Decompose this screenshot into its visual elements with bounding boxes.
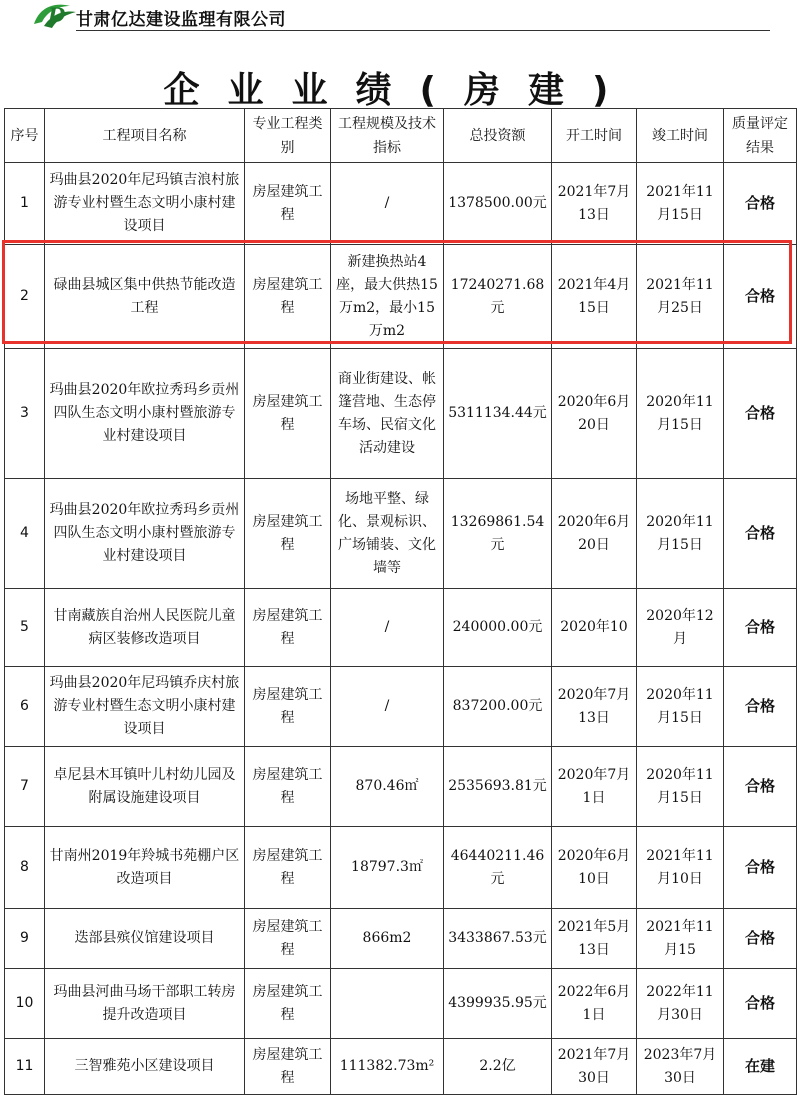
cell-no: 10 [5, 969, 45, 1039]
cell-amount: 240000.00元 [444, 589, 552, 667]
cell-result: 合格 [724, 667, 797, 747]
cell-amount: 837200.00元 [444, 667, 552, 747]
cell-end: 2021年11月15 [637, 909, 724, 969]
cell-project-name: 卓尼县木耳镇叶儿村幼儿园及附属设施建设项目 [45, 747, 245, 827]
cell-scale: / [331, 589, 444, 667]
cell-scale: 场地平整、绿化、景观标识、广场铺装、文化墙等 [331, 479, 444, 589]
cell-start: 2021年7月30日 [552, 1039, 637, 1095]
cell-end: 2020年11月15日 [637, 349, 724, 479]
header-scale: 工程规模及技术指标 [331, 109, 444, 163]
cell-category: 房屋建筑工程 [245, 969, 331, 1039]
table-row [5, 747, 797, 827]
cell-amount: 13269861.54元 [444, 479, 552, 589]
cell-no: 8 [5, 827, 45, 909]
cell-result: 在建 [724, 1039, 797, 1095]
cell-scale: 商业街建设、帐篷营地、生态停车场、民宿文化活动建设 [331, 349, 444, 479]
cell-project-name: 碌曲县城区集中供热节能改造工程 [45, 245, 245, 349]
cell-scale: / [331, 667, 444, 747]
table-row [5, 1039, 797, 1095]
cell-end: 2021年11月15日 [637, 163, 724, 245]
cell-no: 9 [5, 909, 45, 969]
cell-start: 2020年6月20日 [552, 349, 637, 479]
header-project-name: 工程项目名称 [45, 109, 245, 163]
table-row [5, 245, 797, 349]
cell-result: 合格 [724, 163, 797, 245]
cell-project-name: 甘南藏族自治州人民医院儿童病区装修改造项目 [45, 589, 245, 667]
cell-category: 房屋建筑工程 [245, 349, 331, 479]
cell-category: 房屋建筑工程 [245, 589, 331, 667]
cell-end: 2022年11月30日 [637, 969, 724, 1039]
cell-project-name: 迭部县殡仪馆建设项目 [45, 909, 245, 969]
cell-category: 房屋建筑工程 [245, 1039, 331, 1095]
cell-category: 房屋建筑工程 [245, 909, 331, 969]
cell-start: 2020年7月13日 [552, 667, 637, 747]
cell-end: 2020年12月 [637, 589, 724, 667]
table-row [5, 163, 797, 245]
company-name: 甘肃亿达建设监理有限公司 [76, 10, 286, 30]
cell-start: 2021年7月13日 [552, 163, 637, 245]
cell-no: 7 [5, 747, 45, 827]
cell-start: 2020年10 [552, 589, 637, 667]
cell-amount: 2535693.81元 [444, 747, 552, 827]
table-row [5, 479, 797, 589]
cell-result: 合格 [724, 969, 797, 1039]
cell-result: 合格 [724, 909, 797, 969]
cell-no: 5 [5, 589, 45, 667]
cell-scale: 18797.3㎡ [331, 827, 444, 909]
cell-category: 房屋建筑工程 [245, 667, 331, 747]
header-end: 竣工时间 [637, 109, 724, 163]
cell-scale: 新建换热站4座，最大供热15万m2，最小15万m2 [331, 245, 444, 349]
page-title: 企业业绩(房建) [163, 70, 637, 111]
cell-category: 房屋建筑工程 [245, 479, 331, 589]
cell-start: 2022年6月1日 [552, 969, 637, 1039]
cell-result: 合格 [724, 827, 797, 909]
cell-result: 合格 [724, 589, 797, 667]
header-result: 质量评定结果 [724, 109, 797, 163]
cell-end: 2023年7月30日 [637, 1039, 724, 1095]
header-no: 序号 [5, 109, 45, 163]
cell-scale: 866m2 [331, 909, 444, 969]
cell-no: 6 [5, 667, 45, 747]
cell-project-name: 甘南州2019年羚城书苑棚户区改造项目 [45, 827, 245, 909]
cell-end: 2020年11月15日 [637, 667, 724, 747]
table-row [5, 667, 797, 747]
cell-result: 合格 [724, 479, 797, 589]
cell-end: 2021年11月10日 [637, 827, 724, 909]
cell-start: 2021年5月13日 [552, 909, 637, 969]
cell-category: 房屋建筑工程 [245, 827, 331, 909]
cell-end: 2021年11月25日 [637, 245, 724, 349]
cell-scale: 870.46㎡ [331, 747, 444, 827]
header-divider [76, 30, 770, 31]
cell-category: 房屋建筑工程 [245, 163, 331, 245]
cell-category: 房屋建筑工程 [245, 747, 331, 827]
cell-no: 11 [5, 1039, 45, 1095]
company-logo-icon [30, 0, 80, 30]
page-header [0, 0, 800, 36]
cell-amount: 1378500.00元 [444, 163, 552, 245]
cell-scale [331, 969, 444, 1039]
cell-project-name: 玛曲县河曲马场干部职工转房提升改造项目 [45, 969, 245, 1039]
cell-result: 合格 [724, 747, 797, 827]
cell-no: 1 [5, 163, 45, 245]
cell-amount: 3433867.53元 [444, 909, 552, 969]
table-row [5, 589, 797, 667]
header-category: 专业工程类别 [245, 109, 331, 163]
cell-start: 2020年6月10日 [552, 827, 637, 909]
cell-result: 合格 [724, 245, 797, 349]
table-row [5, 969, 797, 1039]
cell-project-name: 玛曲县2020年尼玛镇乔庆村旅游专业村暨生态文明小康村建设项目 [45, 667, 245, 747]
cell-scale: 111382.73m² [331, 1039, 444, 1095]
cell-end: 2020年11月15日 [637, 479, 724, 589]
cell-start: 2020年6月20日 [552, 479, 637, 589]
header-start: 开工时间 [552, 109, 637, 163]
cell-project-name: 三智雅苑小区建设项目 [45, 1039, 245, 1095]
table-row [5, 827, 797, 909]
cell-amount: 4399935.95元 [444, 969, 552, 1039]
cell-amount: 17240271.68元 [444, 245, 552, 349]
cell-project-name: 玛曲县2020年欧拉秀玛乡贡州四队生态文明小康村暨旅游专业村建设项目 [45, 479, 245, 589]
cell-start: 2021年4月15日 [552, 245, 637, 349]
cell-no: 2 [5, 245, 45, 349]
header-amount: 总投资额 [444, 109, 552, 163]
svg-text:D: D [48, 3, 66, 27]
cell-project-name: 玛曲县2020年尼玛镇吉浪村旅游专业村暨生态文明小康村建设项目 [45, 163, 245, 245]
cell-scale: / [331, 163, 444, 245]
cell-amount: 2.2亿 [444, 1039, 552, 1095]
cell-project-name: 玛曲县2020年欧拉秀玛乡贡州四队生态文明小康村暨旅游专业村建设项目 [45, 349, 245, 479]
cell-category: 房屋建筑工程 [245, 245, 331, 349]
cell-no: 4 [5, 479, 45, 589]
table-row [5, 909, 797, 969]
cell-amount: 5311134.44元 [444, 349, 552, 479]
cell-amount: 46440211.46元 [444, 827, 552, 909]
table-row [5, 349, 797, 479]
performance-table [4, 108, 797, 1095]
table-header-row [5, 109, 797, 163]
cell-end: 2020年11月15日 [637, 747, 724, 827]
cell-no: 3 [5, 349, 45, 479]
cell-result: 合格 [724, 349, 797, 479]
cell-start: 2020年7月1日 [552, 747, 637, 827]
